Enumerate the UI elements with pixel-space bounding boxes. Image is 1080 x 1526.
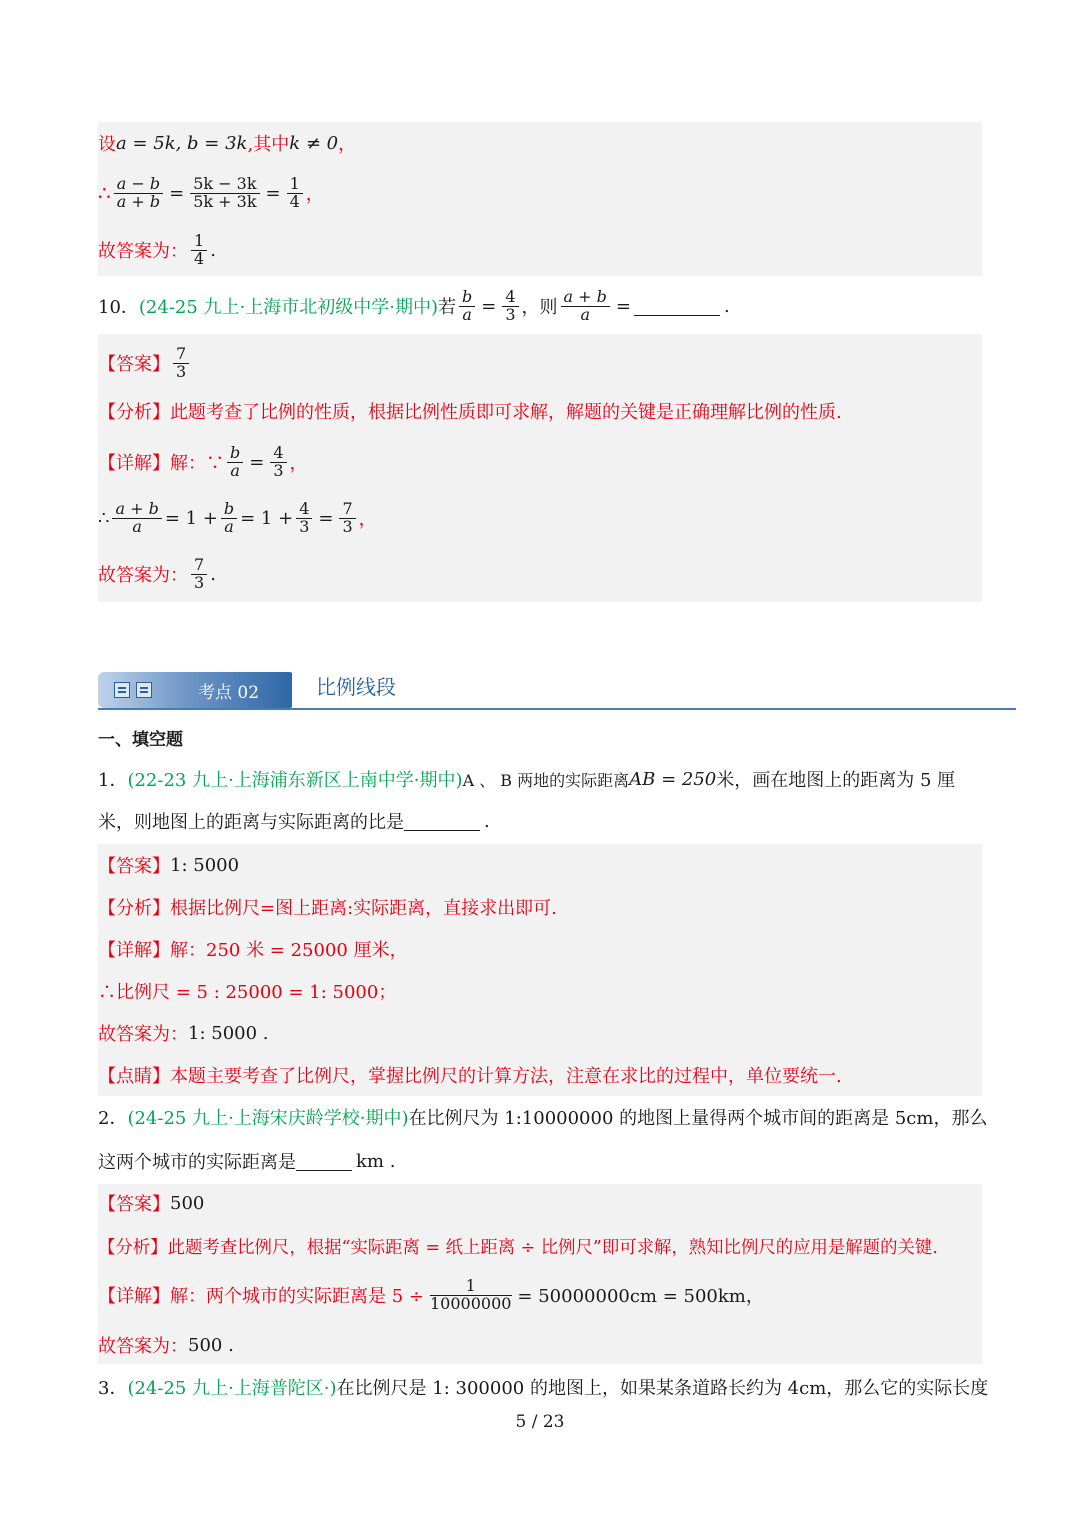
q9-set-cond: k ≠ 0	[289, 132, 339, 154]
q1-calc-row: ∴比例尺 = 5 : 25000 = 1: 5000；	[98, 982, 397, 1003]
book-icon	[114, 682, 130, 698]
q9-set-expr: a = 5k, b = 3k	[116, 132, 248, 154]
q9-frac-2: $\frac{5k - 3k}{5k + 3k}$	[190, 176, 259, 211]
q9-answer-line: 故答案为： $\frac{1}{4}$ .	[98, 230, 216, 268]
q2-question-line1: 2． (24-25 九上·上海宋庆龄学校·期中) 在比例尺为 1:10000000 的地图上量得两个城市间的距离是 5cm，那么	[98, 1108, 988, 1129]
q2-answer-row: 【答案】 500	[98, 1192, 205, 1215]
q10-final-row: 故答案为： $\frac{7}{3}$ .	[98, 554, 216, 592]
q10-answer-frac: $\frac{7}{3}$	[173, 346, 189, 381]
page-number: 5 / 23	[515, 1412, 565, 1432]
q10-calc-row: ∴ $\frac{a + b}{a}$ = 1 + $\frac{b}{a}$ = 1 + $\frac{4}{3}$ = $\frac{7}{3}$ ，	[98, 498, 377, 536]
q10-answer-blank[interactable]	[634, 297, 720, 316]
q2-answer-blank[interactable]	[296, 1152, 352, 1171]
q10-source: (24-25 九上·上海市北初级中学·期中)	[138, 297, 439, 318]
section-title: 比例线段	[316, 675, 396, 699]
q9-ratio-line: ∴ $\frac{a - b}{a + b}$ = $\frac{5k - 3k}{5k + 3k}$ = $\frac{1}{4}$ ，	[98, 173, 324, 211]
q10-analysis-row: 【分析】 此题考查了比例的性质，根据比例性质即可求解，解题的关键是正确理解比例的性质.	[98, 402, 842, 423]
q9-set-line: 设 a = 5k, b = 3k ,其中 k ≠ 0 ，	[98, 132, 357, 155]
q1-answer-row: 【答案】 1: 5000	[98, 854, 240, 877]
q1-comment-row: 【点睛】 本题主要考查了比例尺，掌握比例尺的计算方法，注意在求比的过程中，单位要统一.	[98, 1066, 842, 1087]
q1-final-row: 故答案为： 1: 5000 .	[98, 1022, 269, 1045]
q2-question-line2: 这两个城市的实际距离是 km .	[98, 1150, 396, 1173]
section-tag: 考点 02	[98, 672, 292, 708]
subheading: 一、填空题	[98, 729, 183, 750]
section-underline	[98, 708, 1016, 710]
q2-analysis-row: 【分析】 此题考查比例尺，根据“实际距离 = 纸上距离 ÷ 比例尺”即可求解，熟知比例尺的应用是解题的关键.	[98, 1237, 938, 1258]
q9-answer-frac: $\frac{1}{4}$	[191, 233, 207, 268]
q1-detail-row: 【详解】 解：250 米 = 25000 厘米，	[98, 940, 408, 961]
q2-final-row: 故答案为： 500 .	[98, 1334, 234, 1357]
book-icon-2	[136, 682, 152, 698]
q9-frac-3: $\frac{1}{4}$	[287, 176, 303, 211]
q10-answer-row: 【答案】 $\frac{7}{3}$	[98, 340, 192, 386]
q1-analysis-row: 【分析】 根据比例尺=图上距离:实际距离，直接求出即可.	[98, 898, 557, 919]
q1-answer-blank[interactable]	[404, 812, 480, 831]
q2-detail-frac: $\frac{1}{10000000}$	[429, 1275, 512, 1313]
q10-question: 10． (24-25 九上·上海市北初级中学·期中) 若 $\frac{b}{a}$ = $\frac{4}{3}$ ，则 $\frac{a + b}{a}$ = .	[98, 286, 730, 324]
q3-question-line1: 3． (24-25 九上·上海普陀区·) 在比例尺是 1: 300000 的地图上，如果某条道路长约为 4cm，那么它的实际长度	[98, 1378, 989, 1399]
q10-detail-row: 【详解】 解：∵ $\frac{b}{a}$ = $\frac{4}{3}$ ，	[98, 442, 308, 480]
q1-question-line2: 米，则地图上的距离与实际距离的比是 .	[98, 810, 490, 833]
q2-detail-row: 【详解】 解：两个城市的实际距离是 5 ÷ $\frac{1}{10000000}$ = 50000000cm = 500km，	[98, 1275, 764, 1313]
q9-frac-1: $\frac{a - b}{a + b}$	[114, 176, 163, 211]
q1-question-line1: 1． (22-23 九上·上海浦东新区上南中学·期中) A 、 B 两地的实际距离 AB = 250 米，画在地图上的距离为 5 厘	[98, 768, 956, 791]
